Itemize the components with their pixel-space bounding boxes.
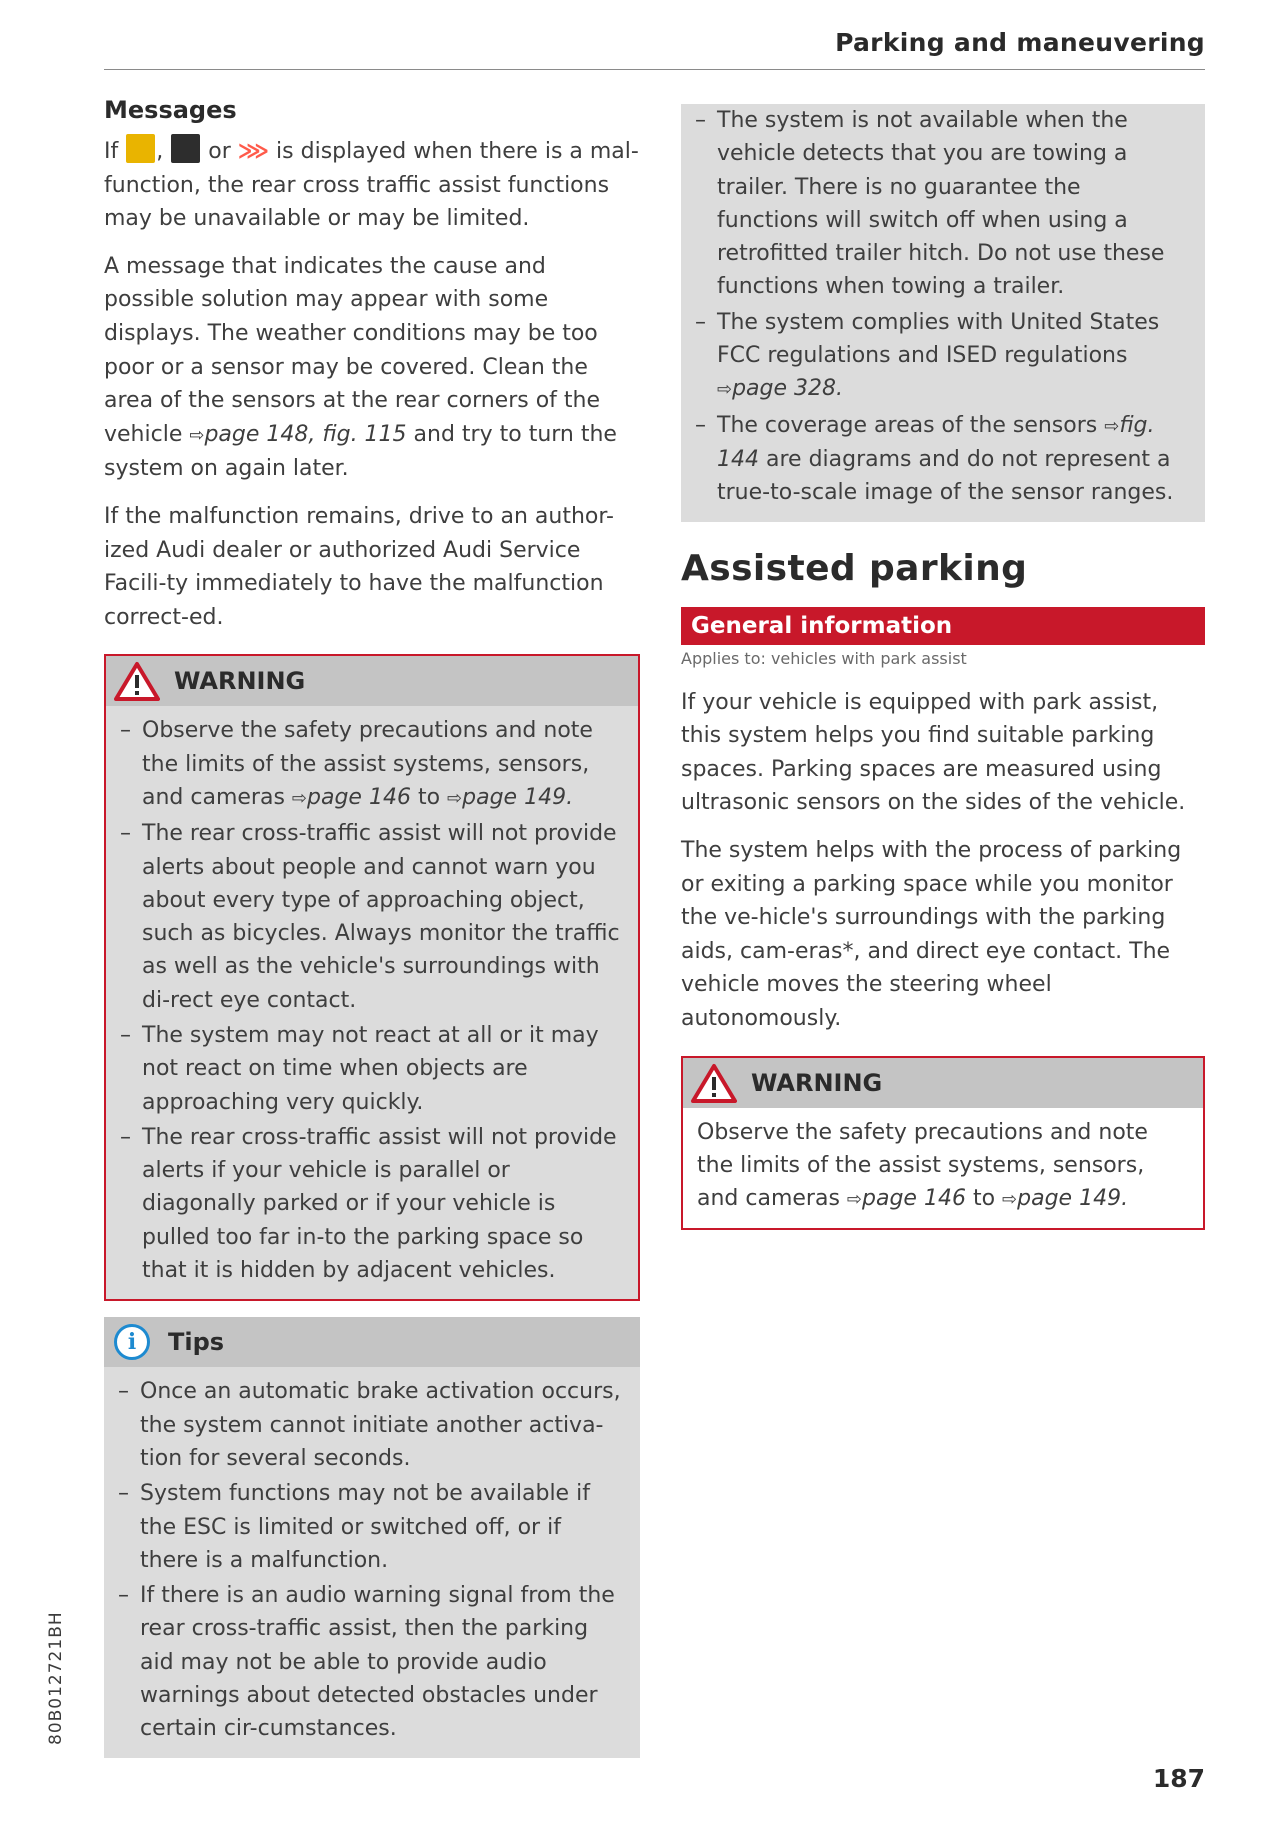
general-info-paragraph-2: The system helps with the process of parking or exiting a parking space while you monitor the ve-hicle's surroundings with the parking aids, cam-eras*, and direct eye contact. The vehicle moves the steering wheel autonomously. [681,837,1182,1031]
tips-item-3-text: If there is an audio warning signal from the rear cross-traffic assist, then the parking aid may not be able to provide audio warnings about detected obstacles under certain cir-cumstances. [140,1583,615,1742]
warning-box-header [106,656,638,706]
list-dash: – [120,718,131,744]
warning-title: WARNING [751,1068,883,1097]
tips-box [104,1317,640,1757]
list-dash: – [118,1583,129,1609]
warning-text [683,1108,1203,1229]
messages-heading: Messages [104,96,237,124]
applies-to-note: Applies to: vehicles with park assist [681,648,967,668]
arrow-icon: ⇨ [1104,415,1120,437]
page-ref-146[interactable]: page 146 [862,1186,966,1212]
list-dash: – [695,108,706,133]
list-dash: – [120,1124,131,1150]
warning-box-right [681,1056,1205,1231]
warning-paragraph-text: Observe the safety precautions and note the limits of the assist systems, sensors, and cameras [697,1119,1148,1212]
header-divider [104,69,1205,70]
arrow-icon: ⇨ [846,1189,863,1211]
notes-item [695,409,1187,510]
warning-item-2-text: The rear cross-traffic assist will not provide alerts about people and cannot warn you about every type of approaching object, such as bicycles. Always monitor the traffic as well as the vehicle's surroundings with di-rect eye contact. [142,821,620,1013]
messages-paragraph-1-rest: is displayed when there is a mal-function, the rear cross traffic assist functions may be unavailable or may be limited. [104,139,639,232]
icon-separator: , [156,139,164,164]
warning-triangle-icon [691,1063,737,1103]
warning-box-header [683,1058,1203,1108]
if-word: If [104,139,119,164]
malfunction-icon: ⋙ [237,139,270,164]
warning-item-1-text: Observe the safety precautions and note the limits of the assist systems, sensors, and cameras [142,718,593,810]
arrow-icon: ⇨ [291,787,308,809]
messages-paragraph-3: If the malfunction remains, drive to an author-ized Audi dealer or authorized Audi Service Facili-ty immediately to have the malfunction correct-ed. [104,503,614,630]
warning-item [120,714,620,815]
list-dash: – [118,1481,129,1507]
tips-box-header [104,1317,640,1367]
page-ref-149[interactable]: page 149. [1017,1186,1129,1212]
tips-item [118,1477,622,1577]
page-ref-328[interactable]: page 328. [732,376,844,402]
page-ref-149[interactable]: page 149. [462,784,574,810]
notes-box [681,104,1205,522]
warning-item-4-text: The rear cross-traffic assist will not provide alerts if your vehicle is parallel or diagonally parked or if your vehicle is pulled too far in-to the parking space so that it is hidden by adjacent vehicles. [142,1124,617,1284]
rear-cross-traffic-gray-icon [171,134,200,163]
document-code: 80B012721BH [46,1611,66,1745]
warning-item [120,817,620,1017]
or-word: or [208,139,231,164]
arrow-icon: ⇨ [447,787,463,809]
notes-item [695,306,1187,407]
fig-ref-144[interactable]: fig. 144 [717,412,1155,472]
messages-paragraph-2 [104,250,640,486]
list-dash: – [695,309,706,335]
left-column [104,96,640,1774]
tips-item [118,1375,622,1475]
warning-box-left [104,654,640,1301]
warning-triangle-icon [114,661,160,701]
tips-item [118,1579,622,1745]
arrow-icon: ⇨ [189,424,205,446]
general-info-paragraph-1: If your vehicle is equipped with park assist, this system helps you find suitable parking spaces. Parking spaces are measured using ultrasonic sensors on the sides of the vehicle. [681,689,1186,816]
page-ref-146[interactable]: page 146 [307,784,411,810]
notes-list [681,104,1205,522]
list-dash: – [118,1379,129,1405]
tips-list [104,1367,640,1757]
warning-item [120,1019,620,1119]
list-dash: – [695,412,706,438]
section-title: Assisted parking [681,547,1028,589]
info-icon: i [114,1324,150,1360]
warning-title: WARNING [174,667,306,696]
warning-item [120,1121,620,1287]
page-header-title: Parking and maneuvering [835,28,1205,57]
page-number: 187 [1152,1764,1205,1793]
page-ref-148[interactable]: page 148, [204,421,316,447]
arrow-icon: ⇨ [717,379,733,401]
tips-title: Tips [168,1328,225,1357]
arrow-icon: ⇨ [1002,1189,1018,1211]
rear-cross-traffic-yellow-icon [126,134,155,163]
fig-ref-115[interactable]: fig. 115 [322,421,407,447]
notes-item-2-text: The system complies with United States FCC regulations and ISED regulations [717,309,1160,369]
tips-item-2-text: System functions may not be available if the ESC is limited or switched off, or if there is a malfunction. [140,1481,590,1573]
notes-item-1-text: The system is not available when the vehicle detects that you are towing a trailer. There is no guarantee the functions will switch off when using a retrofitted trailer hitch. Do not use these functions when towing a trailer. [717,108,1165,300]
notes-item-3-tail: are diagrams and do not represent a true-to-scale image of the sensor ranges. [717,446,1174,506]
warning-item-3-text: The system may not react at all or it may not react on time when objects are approaching very quickly. [142,1022,599,1115]
general-information-bar: General information [681,607,1205,645]
notes-item-3-text: The coverage areas of the sensors [717,412,1098,438]
right-column [681,104,1205,1246]
messages-paragraph-2-tail: and try to turn the system on again later. [104,421,617,482]
to-word: to [972,1186,996,1212]
notes-item [695,104,1187,304]
messages-paragraph-1 [104,134,640,236]
warning-paragraph [697,1116,1185,1217]
list-dash: – [120,821,131,847]
warning-list [106,706,638,1299]
to-word: to [417,784,441,810]
messages-paragraph-2-main: A message that indicates the cause and possible solution may appear with some displays. The weather conditions may be too poor or a sensor may be covered. Clean the area of the sensors at the rear corners of the vehicle [104,253,601,447]
tips-item-1-text: Once an automatic brake activation occurs, the system cannot initiate another activa-tion for several seconds. [140,1379,621,1471]
list-dash: – [120,1022,131,1048]
